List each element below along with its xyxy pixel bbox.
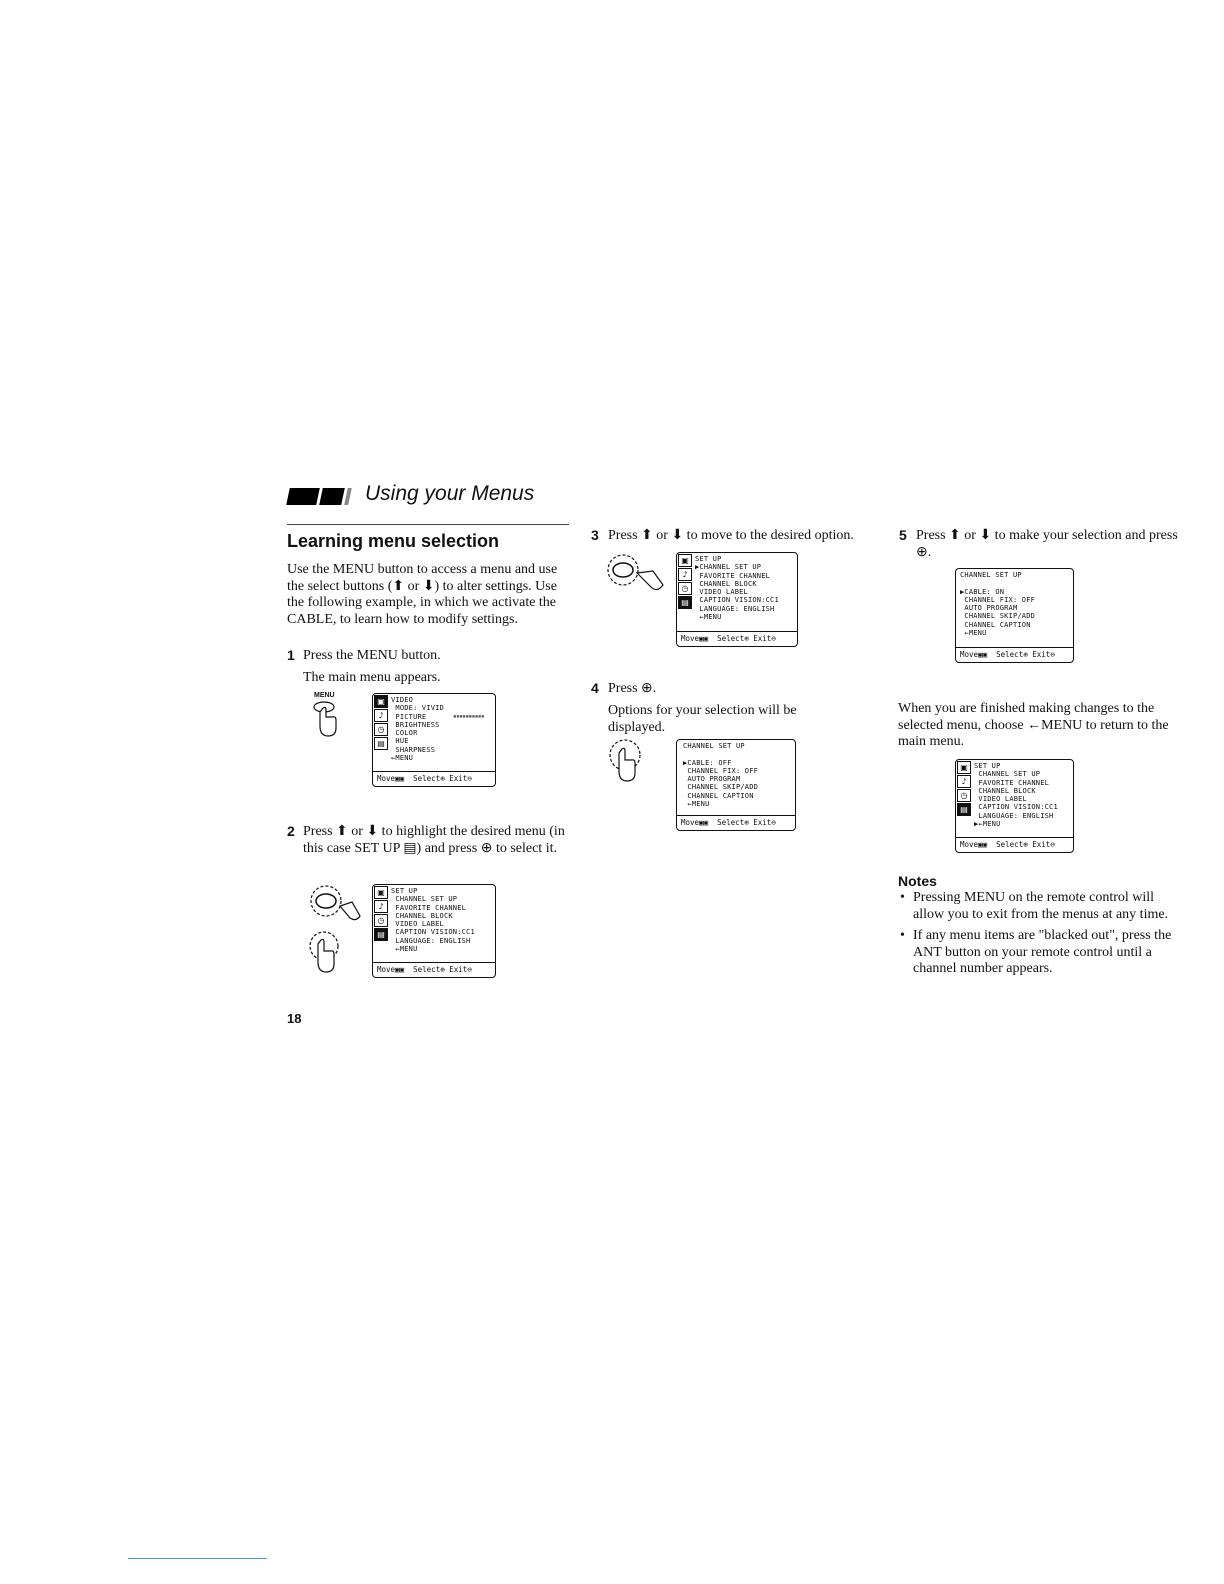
menu-items: CHANNEL SET UP ▶CABLE: ON CHANNEL FIX: OFF AUTO PROGRAM CHANNEL SKIP/ADD CHANNEL CAPTION ←MENU (960, 571, 1036, 638)
step-5-number: 5 (899, 527, 907, 543)
hand-press-icon (306, 930, 346, 976)
setup-icon: ▤ (678, 596, 692, 609)
note-item: • Pressing MENU on the remote control will allow you to exit from the menus at any time. (898, 890, 1180, 923)
step-1-text: Press the MENU button. (303, 648, 441, 663)
step-3-text: Press ⬆ or ⬇ to move to the desired option. (608, 528, 854, 543)
menu-items: CHANNEL SET UP ▶CABLE: OFF CHANNEL FIX: OFF AUTO PROGRAM CHANNEL SKIP/ADD CHANNEL CAPTION ←MENU (683, 742, 759, 809)
header-decoration (288, 487, 350, 505)
menu-footer: Move▣▣ Select⊕ Exit⊖ (956, 837, 1073, 852)
step-1-number: 1 (287, 647, 295, 663)
notes-list (898, 890, 1180, 983)
menu-footer: Move▣▣ Select⊕ Exit⊖ (373, 962, 495, 977)
channel-setup-screen (676, 739, 796, 831)
step-4-sub: Options for your selection will be displayed. (608, 703, 797, 735)
timer-icon: ◷ (957, 789, 971, 802)
timer-icon: ◷ (678, 582, 692, 595)
audio-icon: ♪ (957, 775, 971, 788)
hand-press-icon (312, 700, 340, 740)
menu-footer: Move▣▣ Select⊕ Exit⊖ (677, 815, 795, 830)
select-button-icon (306, 884, 362, 924)
timer-icon: ◷ (374, 723, 388, 736)
step-3-number: 3 (591, 527, 599, 543)
channel-setup-on-screen (955, 568, 1074, 663)
setup-icon: ▤ (374, 737, 388, 750)
setup-icon: ▤ (957, 803, 971, 816)
step-4-number: 4 (591, 680, 599, 696)
chapter-title: Using your Menus (365, 482, 535, 505)
select-button-icon (603, 553, 675, 597)
setup-menu-selected-screen (676, 552, 798, 647)
finish-paragraph: When you are finished making changes to the selected menu, choose ←MENU to return to the main menu. (898, 701, 1169, 749)
intro-paragraph: Use the MENU button to access a menu and use the select buttons (⬆ or ⬇) to alter settings. Use the following example, in which we activate the CABLE, to learn how to modify settings. (287, 562, 558, 627)
menu-icons (957, 761, 971, 817)
video-icon: ▣ (374, 886, 388, 899)
audio-icon: ♪ (374, 900, 388, 913)
menu-footer: Move▣▣ Select⊕ Exit⊖ (373, 771, 495, 786)
note-item: • If any menu items are "blacked out", press the ANT button on your remote control until a channel number appears. (898, 928, 1180, 978)
menu-items: SET UP CHANNEL SET UP FAVORITE CHANNEL CHANNEL BLOCK VIDEO LABEL CAPTION VISION:CC1 LANGUAGE: ENGLISH ←MENU (391, 887, 475, 954)
video-icon: ▣ (374, 695, 388, 708)
menu-button-label: MENU (314, 692, 335, 699)
menu-icons (374, 886, 388, 942)
video-icon: ▣ (678, 554, 692, 567)
notes-title: Notes (898, 873, 937, 889)
step-5-text: Press ⬆ or ⬇ to make your selection and press ⊕. (916, 528, 1178, 560)
video-icon: ▣ (957, 761, 971, 774)
menu-icons (678, 554, 692, 610)
menu-footer: Move▣▣ Select⊕ Exit⊖ (956, 647, 1073, 662)
menu-items: VIDEO MODE: VIVID PICTURE BRIGHTNESS COLOR HUE SHARPNESS ←MENU (391, 696, 444, 763)
audio-icon: ♪ (678, 568, 692, 581)
section-title: Learning menu selection (287, 531, 500, 551)
step-1-sub: The main menu appears. (303, 670, 441, 685)
setup-menu-screen (372, 884, 496, 978)
menu-icons (374, 695, 388, 751)
hand-press-icon (605, 737, 647, 785)
timer-icon: ◷ (374, 914, 388, 927)
setup-menu-return-screen (955, 759, 1074, 853)
audio-icon: ♪ (374, 709, 388, 722)
menu-items: SET UP CHANNEL SET UP FAVORITE CHANNEL CHANNEL BLOCK VIDEO LABEL CAPTION VISION:CC1 LANGUAGE: ENGLISH ▶←MENU (974, 762, 1058, 829)
menu-items: SET UP ▶CHANNEL SET UP FAVORITE CHANNEL CHANNEL BLOCK VIDEO LABEL CAPTION VISION:CC1 LANGUAGE: ENGLISH ←MENU (695, 555, 779, 622)
divider (287, 524, 569, 525)
menu-footer: Move▣▣ Select⊕ Exit⊖ (677, 631, 797, 646)
footer-line (128, 1558, 267, 1559)
video-menu-screen (372, 693, 496, 787)
step-4-text: Press ⊕. (608, 681, 657, 696)
step-2-text: Press ⬆ or ⬇ to highlight the desired menu (in this case SET UP ▤) and press ⊕ to select it. (303, 824, 565, 856)
page-number: 18 (287, 1011, 302, 1026)
setup-icon: ▤ (374, 928, 388, 941)
step-2-number: 2 (287, 823, 295, 839)
level-bars: ▪▪▪▪▪▪▪▪▪▪ (453, 713, 485, 720)
